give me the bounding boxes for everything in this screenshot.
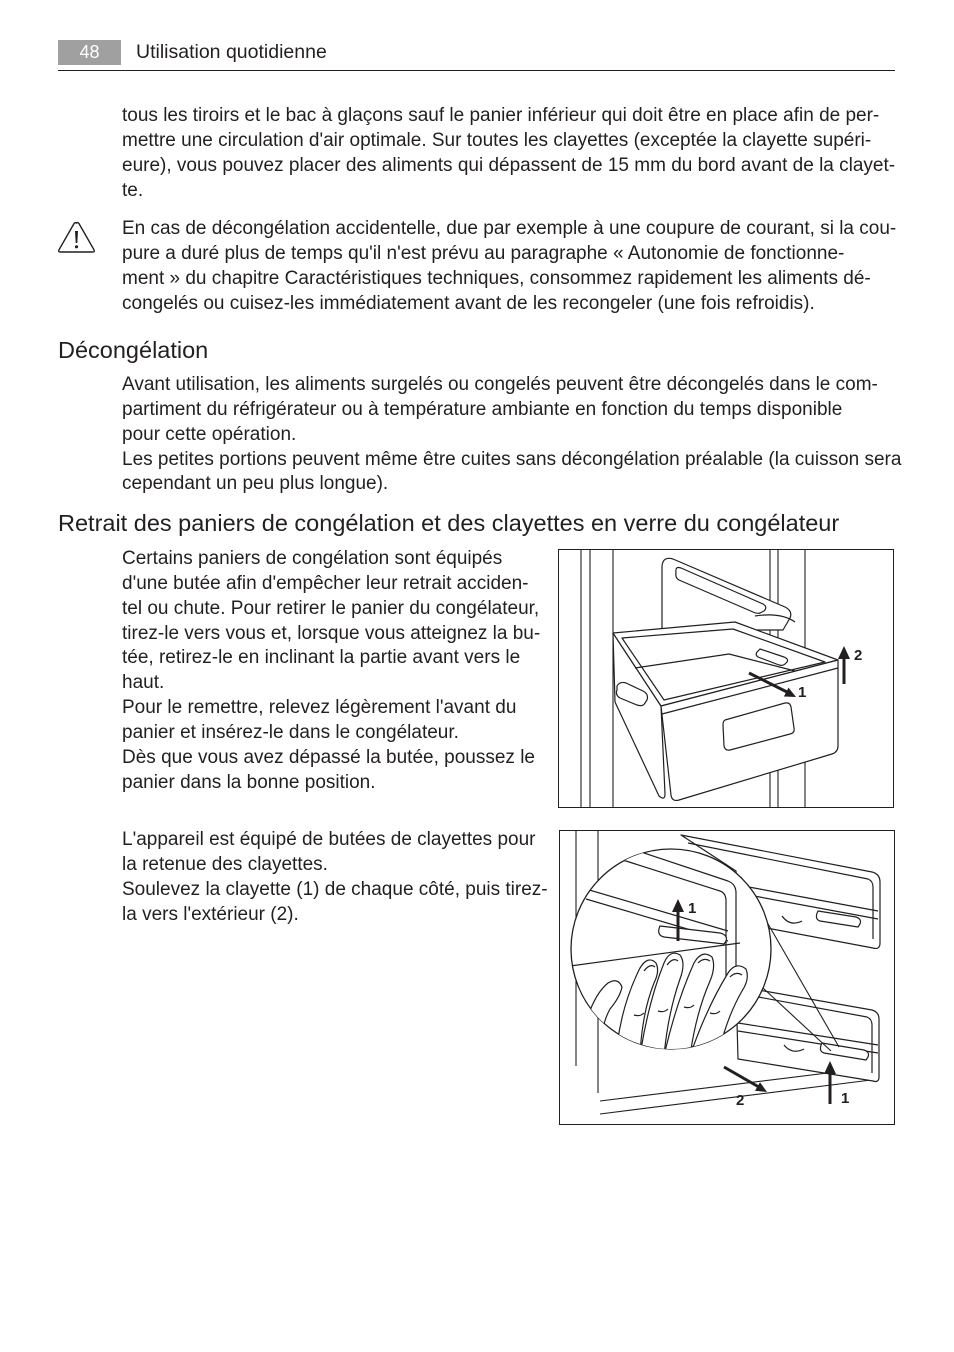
text-line: eure), vous pouvez placer des aliments qui dépassent de 15 mm du bord avant de la clayet- xyxy=(122,154,896,176)
header-rule xyxy=(58,70,895,71)
text-line: ment » du chapitre Caractéristiques techniques, consommez rapidement les aliments dé- xyxy=(122,267,871,289)
warning-icon xyxy=(57,221,96,254)
warning-triangle-icon xyxy=(57,221,96,254)
text-line: la retenue des clayettes. xyxy=(122,853,328,875)
callout-label-1-detail: 1 xyxy=(688,900,697,917)
text-line: Dès que vous avez dépassé la butée, poussez le xyxy=(122,746,535,768)
text-line: tée, retirez-le en inclinant la partie avant vers le xyxy=(122,647,521,669)
callout-label-1: 1 xyxy=(798,684,807,701)
text-line: pour cette opération. xyxy=(122,423,297,445)
warning-paragraph xyxy=(122,217,896,316)
shelf-removal-paragraph xyxy=(122,828,548,927)
text-line: cependant un peu plus longue). xyxy=(122,473,389,495)
freezer-basket-illustration xyxy=(559,550,893,807)
text-line: Pour le remettre, relevez légèrement l'avant du xyxy=(122,697,517,719)
text-line: pure a duré plus de temps qu'il n'est prévu au paragraphe « Autonomie de fonctionne- xyxy=(122,242,845,264)
text-line: tous les tiroirs et le bac à glaçons sauf le panier inférieur qui doit être en place afin de per- xyxy=(122,105,880,126)
text-line: En cas de décongélation accidentelle, due par exemple à une coupure de courant, si la cou- xyxy=(122,218,897,239)
shelf-removal-figure xyxy=(559,830,895,1125)
intro-paragraph xyxy=(122,104,895,203)
glass-shelf-illustration xyxy=(560,831,894,1124)
text-line: panier dans la bonne position. xyxy=(122,771,376,793)
text-line: d'une butée afin d'empêcher leur retrait acciden- xyxy=(122,572,529,594)
text-line: mettre une circulation d'air optimale. Sur toutes les clayettes (exceptée la clayette supéri- xyxy=(122,129,872,151)
text-line: tirez-le vers vous et, lorsque vous atteignez la bu- xyxy=(122,622,541,644)
freezer-basket xyxy=(613,622,838,800)
running-header-title: Utilisation quotidienne xyxy=(136,41,327,63)
text-line: Certains paniers de congélation sont équipés xyxy=(122,548,503,569)
text-line: tel ou chute. Pour retirer le panier du congélateur, xyxy=(122,597,540,619)
text-line: Avant utilisation, les aliments surgelés ou congelés peuvent être décongelés dans le com- xyxy=(122,374,878,395)
text-line: haut. xyxy=(122,672,165,694)
text-line: L'appareil est équipé de butées de clayettes pour xyxy=(122,829,536,850)
section-heading-removal: Retrait des paniers de congélation et des clayettes en verre du congélateur xyxy=(58,510,840,536)
page-number-badge: 48 xyxy=(58,40,121,65)
callout-label-2: 2 xyxy=(736,1092,745,1109)
basket-removal-figure xyxy=(558,549,894,808)
basket-removal-paragraph xyxy=(122,547,540,795)
defrosting-paragraph xyxy=(122,373,901,497)
text-line: congelés ou cuisez-les immédiatement avant de les recongeler (une fois refroidis). xyxy=(122,292,815,314)
arrow-pull-shelf-out xyxy=(724,1067,767,1092)
callout-label-2: 2 xyxy=(854,647,863,664)
section-heading-defrosting: Décongélation xyxy=(58,337,209,363)
text-line: Soulevez la clayette (1) de chaque côté, puis tirez- xyxy=(122,878,548,900)
arrow-lift-up xyxy=(838,646,850,684)
callout-label-1: 1 xyxy=(841,1090,850,1107)
text-line: panier et insérez-le dans le congélateur. xyxy=(122,721,459,743)
text-line: la vers l'extérieur (2). xyxy=(122,903,299,925)
text-line: Les petites portions peuvent même être cuites sans décongélation préalable (la cuisson sera xyxy=(122,448,902,470)
text-line: te. xyxy=(122,179,144,201)
text-line: partiment du réfrigérateur ou à température ambiante en fonction du temps disponible xyxy=(122,398,843,420)
basket-rear-lift-plate xyxy=(662,558,795,630)
